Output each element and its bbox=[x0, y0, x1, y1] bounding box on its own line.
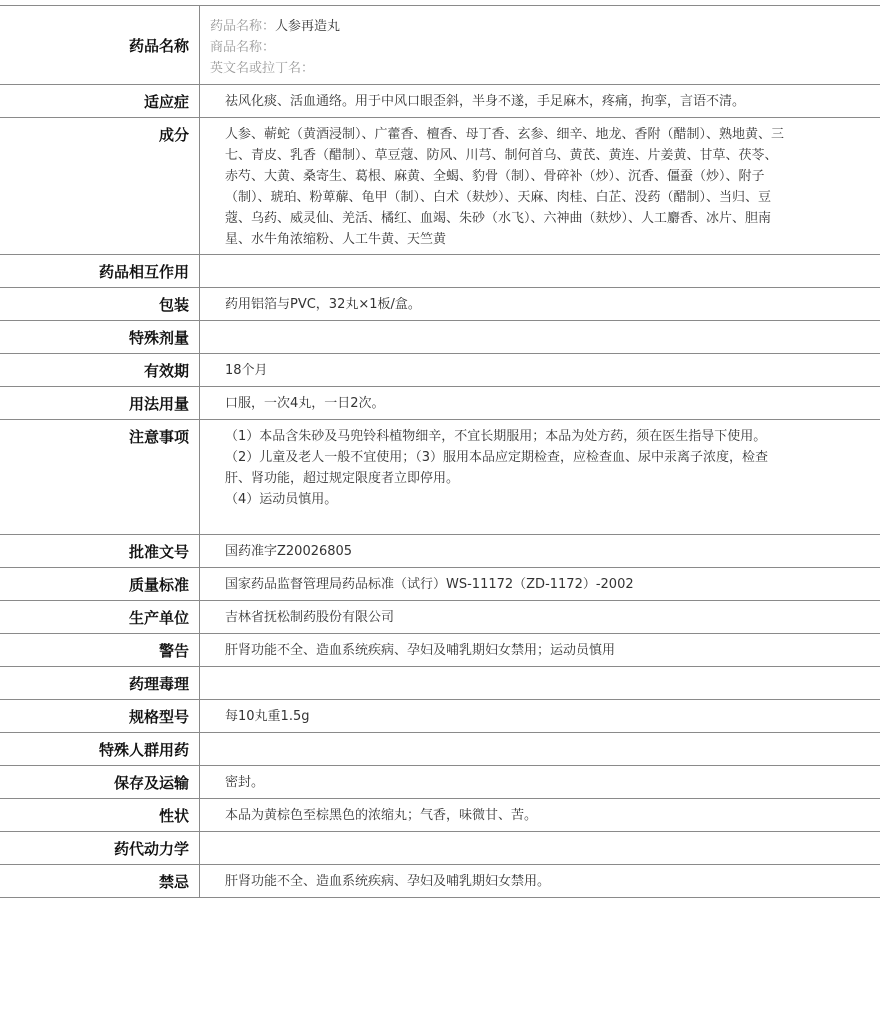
row-value: 人参、蕲蛇（黄酒浸制）、广藿香、檀香、母丁香、玄参、细辛、地龙、香附（醋制）、熟地黄、三七、青皮、乳香（醋制）、草豆蔻、防风、川芎、制何首乌、黄芪、黄连、片姜黄、甘草、茯苓、赤芍、大黄、桑寄生、葛根、麻黄、全蝎、豹骨（制）、骨碎补（炒）、沉香、僵蚕（炒）、附子（制）、琥珀、粉萆薢、龟甲（制）、白术（麸炒）、天麻、肉桂、白芷、没药（醋制）、当归、豆蔻、乌药、威灵仙、羌活、橘红、血竭、朱砂（水飞）、六神曲（麸炒）、人工麝香、冰片、胆南星、水牛角浓缩粉、人工牛黄、天竺黄 bbox=[225, 127, 785, 247]
row-value: 肝肾功能不全、造血系统疾病、孕妇及哺乳期妇女禁用；运动员慎用 bbox=[225, 643, 616, 658]
row-value bbox=[200, 255, 880, 287]
row-storage bbox=[0, 766, 880, 799]
attention-line: （2）儿童及老人一般不宜使用；（3）服用本品应定期检查，应检查血、尿中汞离子浓度，检查肝、肾功能，超过规定限度者立即停用。 bbox=[225, 450, 769, 486]
row-label: 药品名称 bbox=[0, 6, 200, 84]
row-approval bbox=[0, 535, 880, 568]
row-label: 特殊人群用药 bbox=[0, 733, 200, 765]
row-value: 吉林省抚松制药股份有限公司 bbox=[225, 610, 395, 625]
attention-line: （4）运动员慎用。 bbox=[225, 492, 338, 507]
english-name-label: 英文名或拉丁名： bbox=[210, 61, 315, 76]
row-attention bbox=[0, 420, 880, 535]
row-label: 注意事项 bbox=[0, 420, 200, 534]
row-special-dose bbox=[0, 321, 880, 354]
row-label: 性状 bbox=[0, 799, 200, 831]
row-label: 保存及运输 bbox=[0, 766, 200, 798]
row-label: 规格型号 bbox=[0, 700, 200, 732]
row-label: 生产单位 bbox=[0, 601, 200, 633]
row-label: 成分 bbox=[0, 118, 200, 254]
row-value: 国家药品监督管理局药品标准（试行）WS-11172（ZD-1172）-2002 bbox=[225, 577, 634, 592]
row-value bbox=[200, 667, 880, 699]
row-label: 批准文号 bbox=[0, 535, 200, 567]
row-property bbox=[0, 799, 880, 832]
row-value: 国药准字Z20026805 bbox=[225, 544, 353, 559]
row-value: 密封。 bbox=[225, 775, 265, 790]
row-value: 药用铝箔与PVC，32丸×1板/盒。 bbox=[225, 297, 421, 312]
row-value: 肝肾功能不全、造血系统疾病、孕妇及哺乳期妇女禁用。 bbox=[225, 874, 551, 889]
row-label: 药代动力学 bbox=[0, 832, 200, 864]
row-label: 警告 bbox=[0, 634, 200, 666]
drug-name-block bbox=[200, 6, 880, 84]
row-value bbox=[200, 733, 880, 765]
row-indication bbox=[0, 85, 880, 118]
row-value: 18个月 bbox=[225, 363, 268, 378]
drug-name-value: 人参再造丸 bbox=[275, 19, 341, 34]
row-contraindication bbox=[0, 865, 880, 898]
row-ingredients bbox=[0, 118, 880, 255]
row-label: 药品相互作用 bbox=[0, 255, 200, 287]
attention-block bbox=[200, 420, 880, 534]
row-value bbox=[200, 832, 880, 864]
row-interaction bbox=[0, 255, 880, 288]
drug-name-label: 药品名称： bbox=[210, 19, 276, 34]
attention-line: （1）本品含朱砂及马兜铃科植物细辛，不宜长期服用；本品为处方药，须在医生指导下使用。 bbox=[225, 429, 767, 444]
row-usage bbox=[0, 387, 880, 420]
row-special-groups bbox=[0, 733, 880, 766]
row-value: 每10丸重1.5g bbox=[225, 709, 310, 724]
row-toxicology bbox=[0, 667, 880, 700]
row-pharmacokinetics bbox=[0, 832, 880, 865]
row-label: 用法用量 bbox=[0, 387, 200, 419]
row-label: 适应症 bbox=[0, 85, 200, 117]
row-value bbox=[200, 321, 880, 353]
row-expiry bbox=[0, 354, 880, 387]
row-manufacturer bbox=[0, 601, 880, 634]
row-drug-name bbox=[0, 6, 880, 85]
row-spec bbox=[0, 700, 880, 733]
trade-name-label: 商品名称： bbox=[210, 40, 276, 55]
row-label: 禁忌 bbox=[0, 865, 200, 897]
row-warning bbox=[0, 634, 880, 667]
row-label: 药理毒理 bbox=[0, 667, 200, 699]
row-value: 本品为黄棕色至棕黑色的浓缩丸；气香，味微甘、苦。 bbox=[225, 808, 538, 823]
row-standard bbox=[0, 568, 880, 601]
row-label: 质量标准 bbox=[0, 568, 200, 600]
row-label: 特殊剂量 bbox=[0, 321, 200, 353]
row-label: 有效期 bbox=[0, 354, 200, 386]
row-value: 口服，一次4丸，一日2次。 bbox=[225, 396, 385, 411]
row-value: 祛风化痰、活血通络。用于中风口眼歪斜，半身不遂，手足麻木，疼痛，拘挛，言语不清。 bbox=[225, 94, 746, 109]
drug-info-table bbox=[0, 5, 880, 898]
row-package bbox=[0, 288, 880, 321]
row-label: 包装 bbox=[0, 288, 200, 320]
